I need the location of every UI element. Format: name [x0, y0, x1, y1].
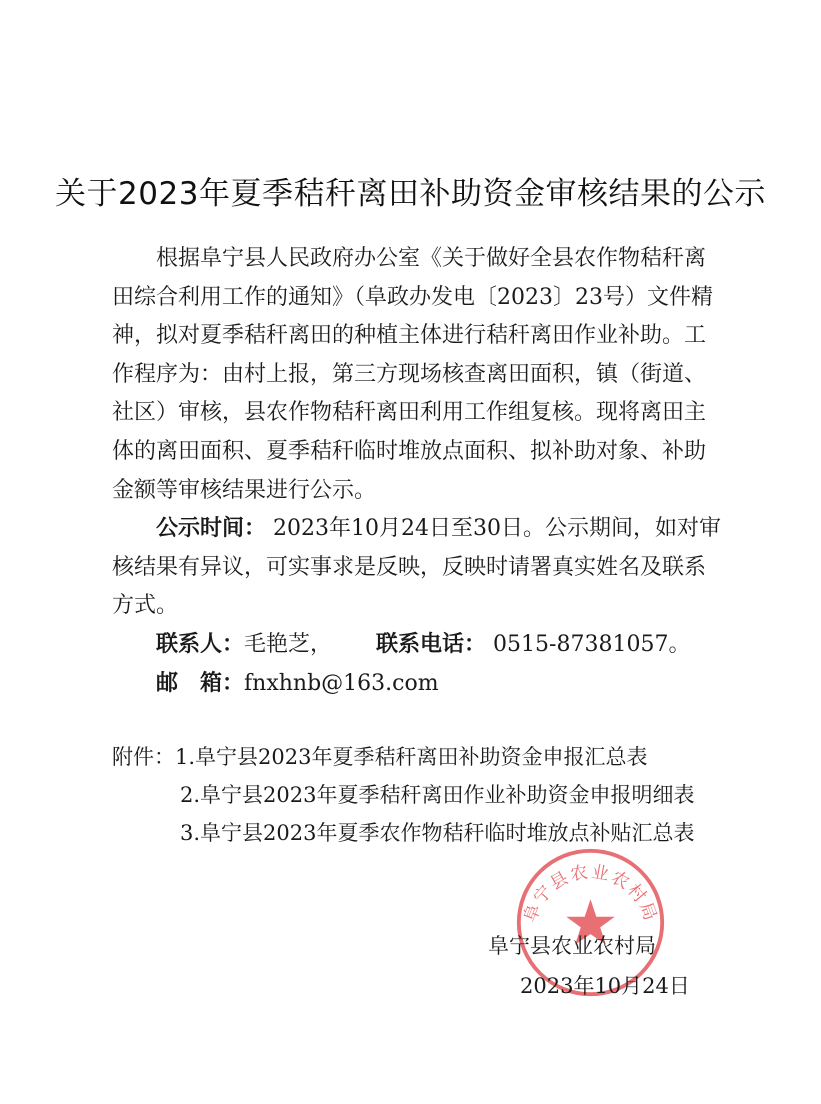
svg-text:阜宁县农业农村局: 阜宁县农业农村局	[520, 862, 661, 926]
contact-person-label: 联系人：	[156, 631, 245, 657]
issue-date: 2023年10月24日	[520, 974, 690, 998]
signature-block	[488, 926, 690, 1006]
issuing-organization: 阜宁县农业农村局	[488, 934, 656, 958]
attachments-list	[112, 738, 752, 852]
attachment-item: 附件：1.阜宁县2023年夏季秸秆离田补助资金申报汇总表	[112, 745, 648, 769]
document-body	[112, 240, 722, 703]
contact-line	[112, 626, 722, 665]
contact-phone-label: 联系电话：	[376, 631, 487, 657]
body-paragraph: 根据阜宁县人民政府办公室《关于做好全县农作物秸秆离田综合利用工作的通知》（阜政办发电〔2023〕23号）文件精神，拟对夏季秸秆离田的种植主体进行秸秆离田作业补助。工作程序为：由村上报，第三方现场核查离田面积，镇（街道、社区）审核，县农作物秸秆离田利用工作组复核。现将离田主体的离田面积、夏季秸秆临时堆放点面积、拟补助对象、补助金额等审核结果进行公示。	[112, 246, 713, 503]
email-label: 邮 箱：	[156, 670, 245, 696]
email-value: fnxhnb@163.com	[244, 670, 439, 696]
contact-person-value: 毛艳芝，	[244, 631, 333, 657]
contact-phone-value: 0515-87381057。	[486, 631, 691, 657]
email-line	[112, 665, 722, 704]
attachment-item: 2.阜宁县2023年夏季秸秆离田作业补助资金申报明细表	[180, 783, 695, 807]
notice-time-label: 公示时间：	[156, 516, 267, 542]
attachments-label: 附件：	[112, 745, 175, 769]
attachment-item: 3.阜宁县2023年夏季农作物秸秆临时堆放点补贴汇总表	[180, 821, 695, 845]
document-title: 关于2023年夏季秸秆离田补助资金审核结果的公示	[55, 176, 766, 212]
notice-time-paragraph	[112, 510, 722, 626]
notice-time-text: 2023年10月24日至30日。公示期间，如对审核结果有异议，可实事求是反映，反映时请署真实姓名及联系方式。	[112, 516, 721, 619]
